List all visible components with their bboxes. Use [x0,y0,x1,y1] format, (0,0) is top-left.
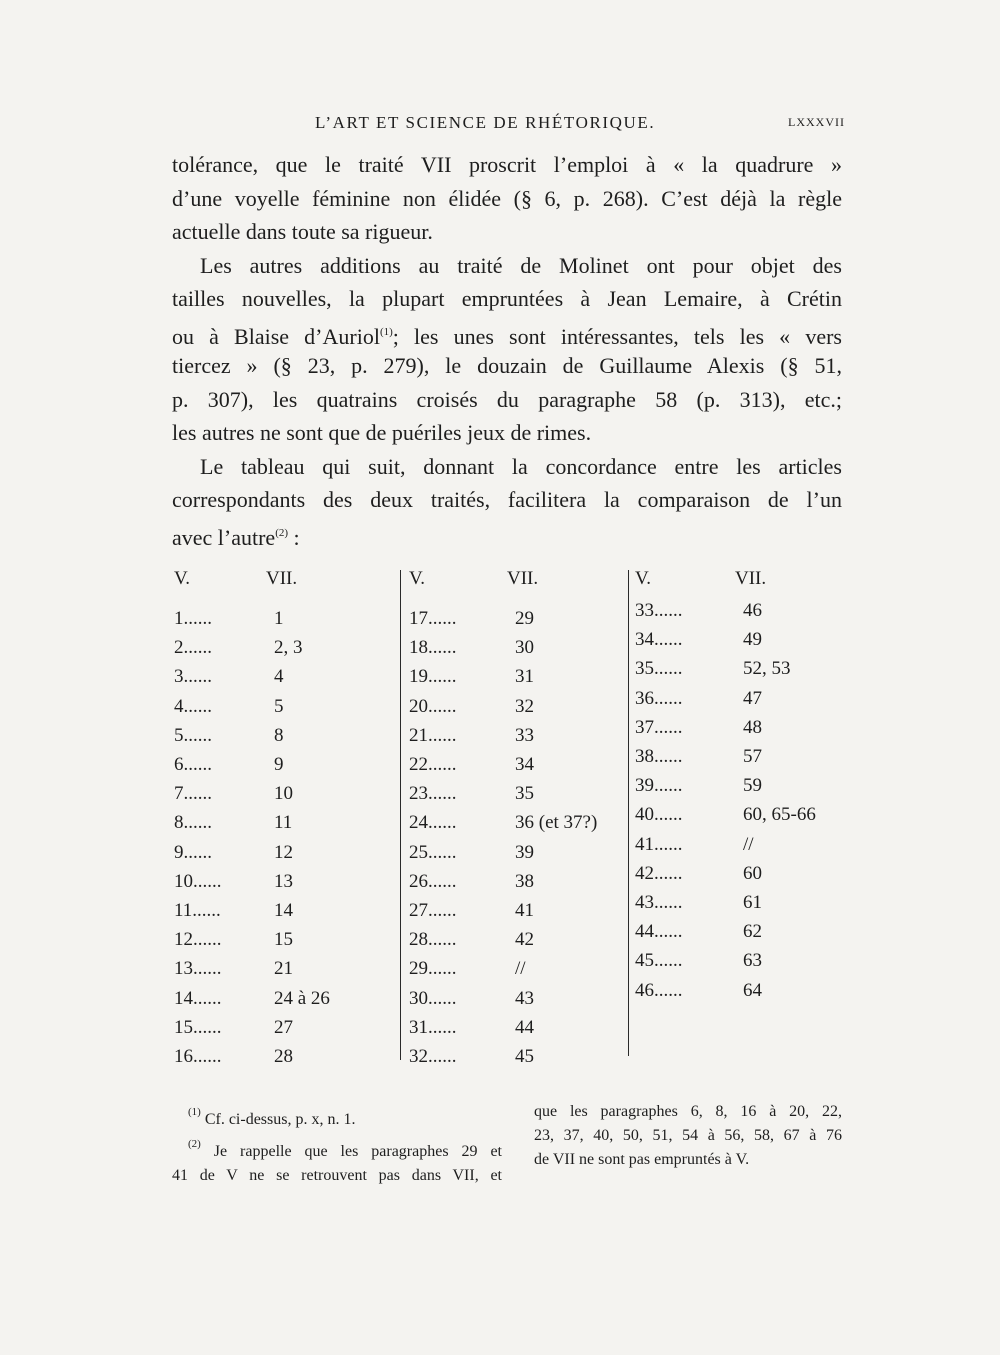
cell-v: 37...... [635,716,683,738]
cell-v: 20...... [409,695,457,717]
text-line: correspondants des deux traités, facilitera la comparaison de l’un [172,487,842,512]
cell-vii: 36 (et 37?) [515,812,598,834]
cell-v: 32...... [409,1046,457,1067]
text-line [172,517,842,551]
table-row [174,608,284,630]
table-row [635,716,762,739]
footnote-line: 23, 37, 40, 50, 51, 54 à 56, 58, 67 à 76 [534,1127,842,1144]
cell-vii: 24 à 26 [274,987,330,1009]
table-row [409,1016,534,1039]
table-row [174,783,293,805]
cell-v: 29...... [409,958,457,980]
table-row [409,870,534,893]
cell-vii: 34 [515,754,534,775]
text-line [172,316,842,350]
text-line: les autres ne sont que de puériles jeux de rimes. [172,420,592,445]
cell-v: 24...... [409,812,457,834]
cell-vii: 47 [743,687,762,709]
table-row [174,754,284,776]
cell-v: 13...... [174,958,222,980]
text-line: tolérance, que le traité VII proscrit l’emploi à « la quadrure » [172,152,842,177]
column-header-vii: VII. [266,568,298,589]
table-row [409,724,534,747]
cell-vii: 49 [743,629,762,651]
cell-v: 3...... [174,666,212,688]
cell-vii: 60, 65-66 [743,804,816,826]
footnote-ref-1[interactable]: (1) [379,325,393,338]
paragraph-3 [172,450,842,551]
table-row [409,754,534,776]
cell-vii: 2, 3 [274,637,303,659]
table-row [635,921,762,943]
table-row [174,637,303,659]
cell-vii: 35 [515,783,534,805]
table-row [635,629,762,651]
text-line: Le tableau qui suit, donnant la concordance entre les articles [200,453,842,479]
table-row [635,600,762,622]
cell-vii: 46 [743,600,762,621]
cell-vii: 9 [274,754,284,775]
cell-vii: 57 [743,746,762,767]
table-row [409,900,534,922]
cell-v: 27...... [409,900,457,921]
table-row [635,687,762,710]
footnote-text: Cf. ci-dessus, p. x, n. 1. [200,1111,356,1128]
table-row [409,841,534,864]
text-fragment: ou à Blaise d’Auriol [172,323,380,349]
footnote-1 [172,1100,502,1132]
cell-v: 17...... [409,608,457,629]
cell-vii: 29 [515,608,534,629]
cell-vii: 14 [274,900,293,921]
column-header-v: V. [174,568,191,589]
table-row [174,666,284,688]
cell-v: 34...... [635,629,683,651]
cell-v: 16...... [174,1046,222,1067]
paragraph-1 [172,148,842,249]
footnote-mark: (1) [188,1106,201,1118]
cell-vii: 52, 53 [743,658,791,680]
table-row [635,892,762,914]
cell-vii: 5 [274,695,284,717]
cell-v: 36...... [635,687,683,709]
cell-v: 8...... [174,812,212,834]
column-header-vii: VII. [735,568,767,589]
table-row [409,637,534,659]
table-row [635,804,816,826]
cell-vii: 30 [515,637,534,659]
text-fragment: : [288,524,300,550]
table-row [635,658,791,680]
text-line: d’une voyelle féminine non élidée (§ 6, p. 268). C’est déjà la règle [172,185,842,211]
cell-vii: 39 [515,841,534,863]
cell-v: 4...... [174,695,212,717]
table-row [174,900,293,922]
cell-v: 46...... [635,979,683,1001]
cell-vii: 1 [274,608,284,629]
cell-v: 18...... [409,637,457,659]
cell-vii: 63 [743,950,762,972]
cell-v: 12...... [174,929,222,951]
cell-v: 10...... [174,870,222,892]
cell-vii: 13 [274,870,293,892]
table-row [409,783,534,805]
cell-vii: 28 [274,1046,293,1067]
table-row [409,1046,534,1068]
cell-vii: 12 [274,841,293,863]
footnote-mark: (2) [188,1138,201,1150]
table-row [174,812,293,834]
cell-v: 14...... [174,987,222,1009]
cell-vii: 41 [515,900,534,921]
text-line: p. 307), les quatrains croisés du paragraphe 58 (p. 313), etc.; [172,386,842,412]
table-row [174,724,284,747]
concordance-table [172,568,842,1067]
body-text [172,148,842,550]
cell-vii: 64 [743,979,762,1001]
running-title: L’ART ET SCIENCE DE RHÉTORIQUE. [315,113,656,132]
cell-vii: 21 [274,958,293,980]
cell-vii: 33 [515,724,534,746]
cell-vii: 32 [515,695,534,717]
cell-v: 6...... [174,754,212,775]
footnote-line: que les paragraphes 6, 8, 16 à 20, 22, [534,1103,842,1120]
table-row [409,666,534,688]
table-row [174,958,293,980]
footnote-line: 41 de V ne se retrouvent pas dans VII, et [172,1167,502,1184]
table-row [635,950,762,972]
cell-vii: 42 [515,929,534,951]
cell-v: 31...... [409,1016,457,1038]
column-divider [628,570,629,1056]
text-fragment: ; les unes sont intéressantes, tels les « vers [392,323,842,349]
cell-vii: 15 [274,929,293,951]
cell-v: 33...... [635,600,683,621]
text-fragment: avec l’autre [172,524,276,550]
column-header-vii: VII. [507,568,539,589]
cell-vii: 38 [515,870,534,892]
footnotes-right-column [534,1100,842,1172]
cell-vii: 43 [515,987,534,1009]
column-header-v: V. [409,568,426,589]
table-row [635,775,762,797]
cell-v: 15...... [174,1016,222,1038]
table-row [409,812,598,834]
table-row [409,695,534,718]
table-row [174,870,293,893]
cell-vii: 4 [274,666,284,688]
cell-v: 44...... [635,921,683,943]
cell-vii: // [743,833,754,855]
cell-vii: 62 [743,921,762,943]
cell-v: 40...... [635,804,683,826]
cell-v: 26...... [409,870,457,892]
table-row [635,862,762,885]
cell-vii: 60 [743,862,762,884]
cell-v: 43...... [635,892,683,913]
page-number: LXXXVII [788,115,845,129]
cell-v: 42...... [635,862,683,884]
table-row [174,695,284,718]
table-row [409,608,534,630]
footnote-text: Je rappelle que les paragraphes 29 et [200,1143,502,1160]
running-head [170,113,845,137]
cell-v: 2...... [174,637,212,659]
paragraph-2 [172,249,842,450]
footnotes-left-column [172,1100,502,1188]
table-row [409,958,526,980]
cell-v: 28...... [409,929,457,951]
table-row [174,987,330,1010]
cell-v: 1...... [174,608,212,629]
text-line: actuelle dans toute sa rigueur. [172,219,433,244]
cell-v: 19...... [409,666,457,688]
text-line: Les autres additions au traité de Molinet ont pour objet des [200,252,842,278]
cell-vii: 48 [743,716,762,738]
cell-vii: 11 [274,812,293,834]
cell-v: 23...... [409,783,457,805]
cell-v: 11...... [174,900,221,921]
table-row [635,979,762,1002]
footnote-2 [172,1132,502,1188]
table-row [409,987,534,1010]
table-row [409,929,534,951]
cell-v: 25...... [409,841,457,863]
cell-vii: 44 [515,1016,534,1038]
cell-v: 38...... [635,746,683,767]
cell-v: 45...... [635,950,683,972]
cell-vii: // [515,958,526,980]
cell-v: 22...... [409,754,457,775]
column-header-v: V. [635,568,652,589]
cell-v: 41...... [635,833,683,855]
cell-v: 30...... [409,987,457,1009]
cell-vii: 27 [274,1016,293,1038]
cell-v: 5...... [174,724,212,746]
cell-v: 7...... [174,783,212,805]
cell-vii: 8 [274,724,284,746]
cell-vii: 10 [274,783,293,805]
cell-vii: 59 [743,775,762,797]
table-row [635,746,762,768]
cell-v: 35...... [635,658,683,680]
footnote-line: de VII ne sont pas empruntés à V. [534,1151,750,1168]
table-row [174,841,293,864]
cell-vii: 45 [515,1046,534,1067]
footnote-line [172,1132,502,1164]
table-row [635,833,754,856]
footnote-ref-2[interactable]: (2) [275,526,289,539]
table-row [174,1046,293,1068]
table-row [174,929,293,951]
column-divider [400,570,401,1060]
table-row [174,1016,293,1039]
cell-v: 39...... [635,775,683,797]
cell-v: 9...... [174,841,212,863]
cell-vii: 61 [743,892,762,913]
text-line: tailles nouvelles, la plupart empruntées à Jean Lemaire, à Crétin [172,286,842,311]
text-line: tiercez » (§ 23, p. 279), le douzain de Guillaume Alexis (§ 51, [172,353,842,378]
cell-v: 21...... [409,724,457,746]
cell-vii: 31 [515,666,534,688]
